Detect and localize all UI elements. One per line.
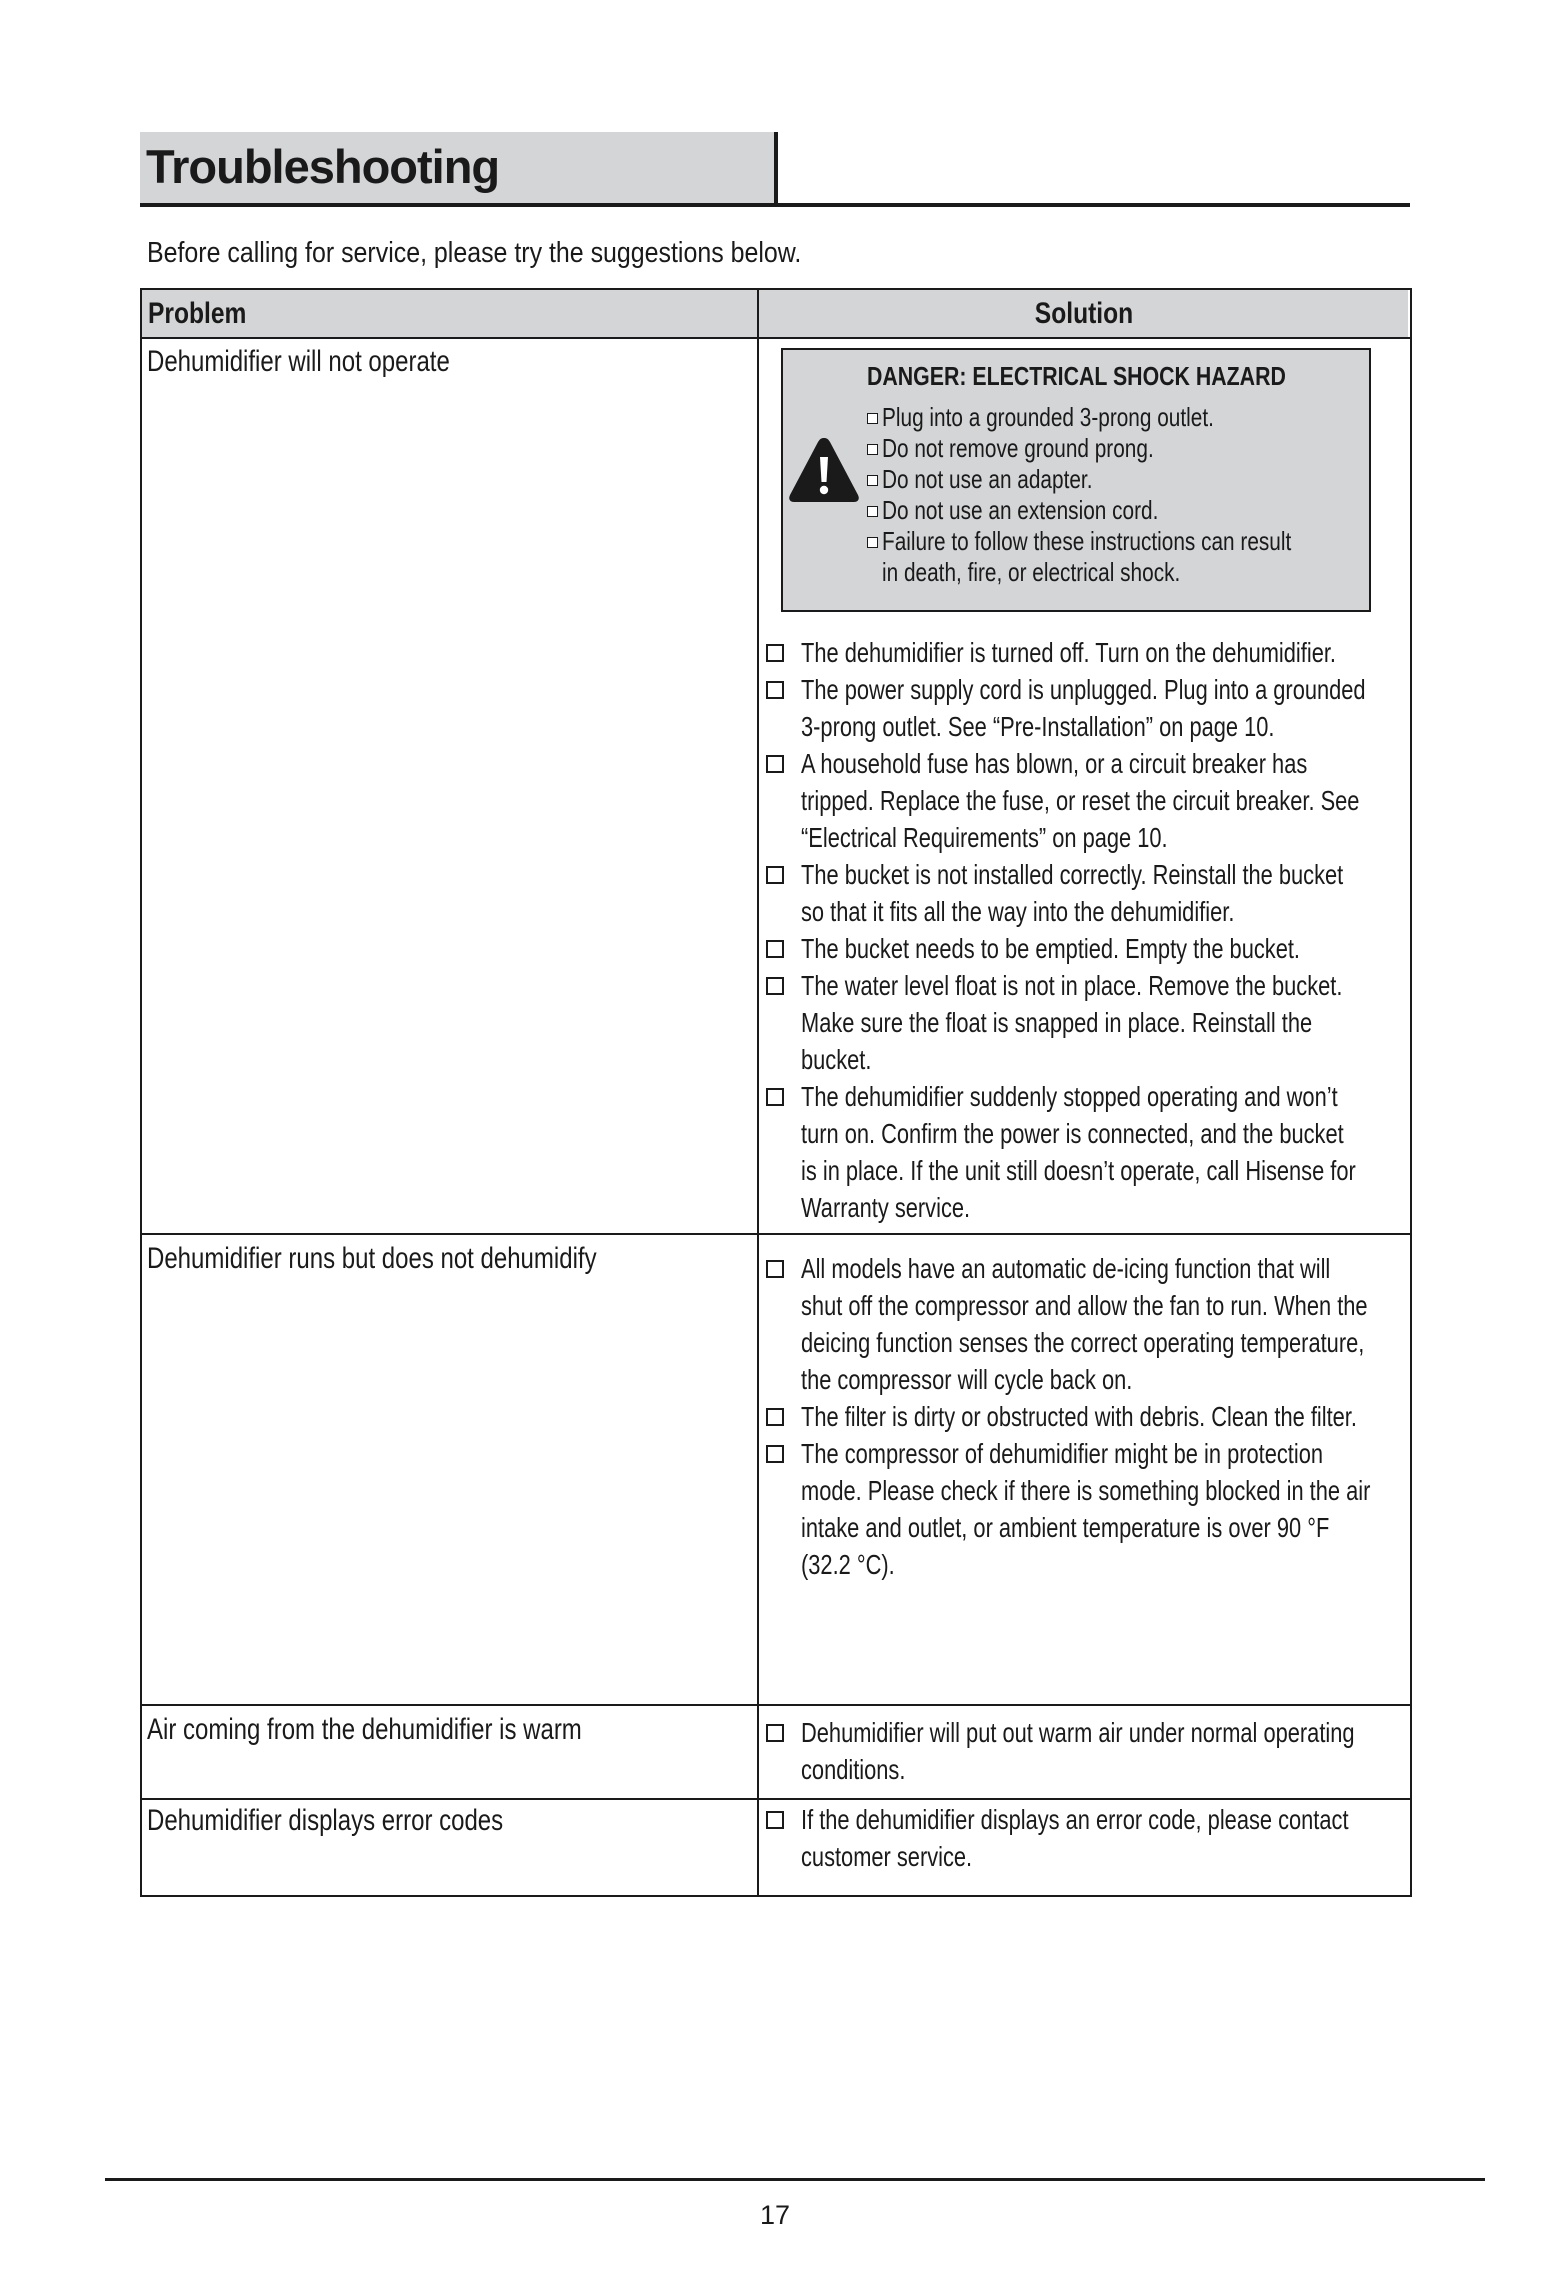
solution-text-line: so that it fits all the way into the dehumidifier. (801, 896, 1235, 927)
solution-item (766, 1714, 1406, 1788)
checkbox-bullet-icon (766, 866, 784, 884)
danger-item (867, 526, 1387, 557)
checkbox-bullet-icon (867, 506, 878, 517)
footer-rule (105, 2178, 1485, 2181)
solution-text-line: bucket. (801, 1044, 872, 1075)
warning-triangle-icon (788, 435, 860, 505)
solution-item (766, 1250, 1406, 1398)
danger-item-text: Do not use an adapter. (882, 464, 1093, 494)
solution-item (766, 1435, 1406, 1583)
solution-list (766, 1250, 1406, 1583)
solution-text-line: tripped. Replace the fuse, or reset the circuit breaker. See (801, 785, 1360, 816)
solution-item (766, 856, 1406, 930)
solution-text-line: 3-prong outlet. See “Pre-Installation” on page 10. (801, 711, 1275, 742)
solution-text-line: intake and outlet, or ambient temperature is over 90 °F (801, 1512, 1330, 1543)
solution-text-line: The compressor of dehumidifier might be in protection (801, 1438, 1323, 1469)
solution-text-line: The dehumidifier suddenly stopped operating and won’t (801, 1081, 1338, 1112)
danger-list (867, 402, 1387, 588)
solution-text-line: shut off the compressor and allow the fan to run. When the (801, 1290, 1368, 1321)
checkbox-bullet-icon (766, 1445, 784, 1463)
problem-cell: Dehumidifier will not operate (147, 345, 450, 378)
problem-cell: Dehumidifier displays error codes (147, 1804, 504, 1837)
danger-item (867, 433, 1387, 464)
solution-item (766, 634, 1406, 671)
page-title: Troubleshooting (146, 140, 500, 193)
solution-text-line: The filter is dirty or obstructed with debris. Clean the filter. (801, 1401, 1357, 1432)
checkbox-bullet-icon (766, 644, 784, 662)
danger-item (867, 495, 1387, 526)
checkbox-bullet-icon (867, 537, 878, 548)
solution-text-line: Dehumidifier will put out warm air under normal operating (801, 1717, 1355, 1748)
checkbox-bullet-icon (766, 1724, 784, 1742)
solution-text-line: deicing function senses the correct operating temperature, (801, 1327, 1365, 1358)
solution-item (766, 967, 1406, 1078)
solution-text-line: Warranty service. (801, 1192, 971, 1223)
checkbox-bullet-icon (766, 940, 784, 958)
danger-item (867, 402, 1387, 433)
solution-text-line: mode. Please check if there is something blocked in the air (801, 1475, 1371, 1506)
solution-text-line: The bucket needs to be emptied. Empty the bucket. (801, 933, 1300, 964)
checkbox-bullet-icon (867, 444, 878, 455)
checkbox-bullet-icon (867, 475, 878, 486)
checkbox-bullet-icon (766, 681, 784, 699)
problem-cell: Air coming from the dehumidifier is warm (147, 1713, 582, 1746)
row-divider (140, 1704, 1410, 1706)
solution-text-line: turn on. Confirm the power is connected, and the bucket (801, 1118, 1344, 1149)
solution-text-line: A household fuse has blown, or a circuit breaker has (801, 748, 1308, 779)
solution-text-line: The bucket is not installed correctly. Reinstall the bucket (801, 859, 1344, 890)
solution-text-line: conditions. (801, 1754, 906, 1785)
checkbox-bullet-icon (766, 1408, 784, 1426)
danger-item-text: Do not remove ground prong. (882, 433, 1154, 463)
section-title-bar (140, 132, 776, 206)
title-underline (140, 203, 1410, 207)
solution-text-line: Make sure the float is snapped in place. Reinstall the (801, 1007, 1313, 1038)
danger-item-text: Plug into a grounded 3-prong outlet. (882, 402, 1214, 432)
solution-item (766, 1398, 1406, 1435)
solution-text-line: The dehumidifier is turned off. Turn on the dehumidifier. (801, 637, 1336, 668)
solution-text-line: All models have an automatic de-icing function that will (801, 1253, 1331, 1284)
solution-list (766, 1801, 1406, 1875)
danger-item-text: Failure to follow these instructions can result (882, 526, 1292, 556)
column-header-solution: Solution (1034, 297, 1133, 330)
solution-text-line: (32.2 °C). (801, 1549, 895, 1580)
danger-item (867, 557, 1387, 588)
solution-text-line: The power supply cord is unplugged. Plug into a grounded (801, 674, 1366, 705)
solution-text-line: customer service. (801, 1841, 973, 1872)
problem-cell: Dehumidifier runs but does not dehumidify (147, 1242, 597, 1275)
checkbox-bullet-icon (867, 413, 878, 424)
danger-item-text: Do not use an extension cord. (882, 495, 1159, 525)
danger-item (867, 464, 1387, 495)
solution-text-line: the compressor will cycle back on. (801, 1364, 1133, 1395)
checkbox-bullet-icon (766, 1260, 784, 1278)
solution-text-line: “Electrical Requirements” on page 10. (801, 822, 1168, 853)
danger-item-text: in death, fire, or electrical shock. (882, 557, 1181, 587)
solution-item (766, 671, 1406, 745)
column-header-problem: Problem (148, 297, 247, 330)
solution-text-line: The water level float is not in place. Remove the bucket. (801, 970, 1343, 1001)
checkbox-bullet-icon (766, 1811, 784, 1829)
solution-text-line: is in place. If the unit still doesn’t operate, call Hisense for (801, 1155, 1356, 1186)
title-divider (774, 132, 778, 206)
solution-item (766, 1078, 1406, 1226)
solution-item (766, 1801, 1406, 1875)
solution-list (766, 1714, 1406, 1788)
danger-warning-box (781, 348, 1371, 612)
solution-item (766, 930, 1406, 967)
checkbox-bullet-icon (766, 977, 784, 995)
checkbox-bullet-icon (766, 1088, 784, 1106)
row-divider (140, 337, 1410, 339)
solution-item (766, 745, 1406, 856)
solution-list (766, 634, 1406, 1226)
solution-text-line: If the dehumidifier displays an error code, please contact (801, 1804, 1349, 1835)
row-divider (140, 1233, 1410, 1235)
column-divider (757, 288, 759, 1895)
danger-title: DANGER: ELECTRICAL SHOCK HAZARD (866, 361, 1286, 391)
checkbox-bullet-icon (766, 755, 784, 773)
page-number: 17 (759, 2200, 791, 2230)
intro-text: Before calling for service, please try the suggestions below. (147, 237, 802, 269)
